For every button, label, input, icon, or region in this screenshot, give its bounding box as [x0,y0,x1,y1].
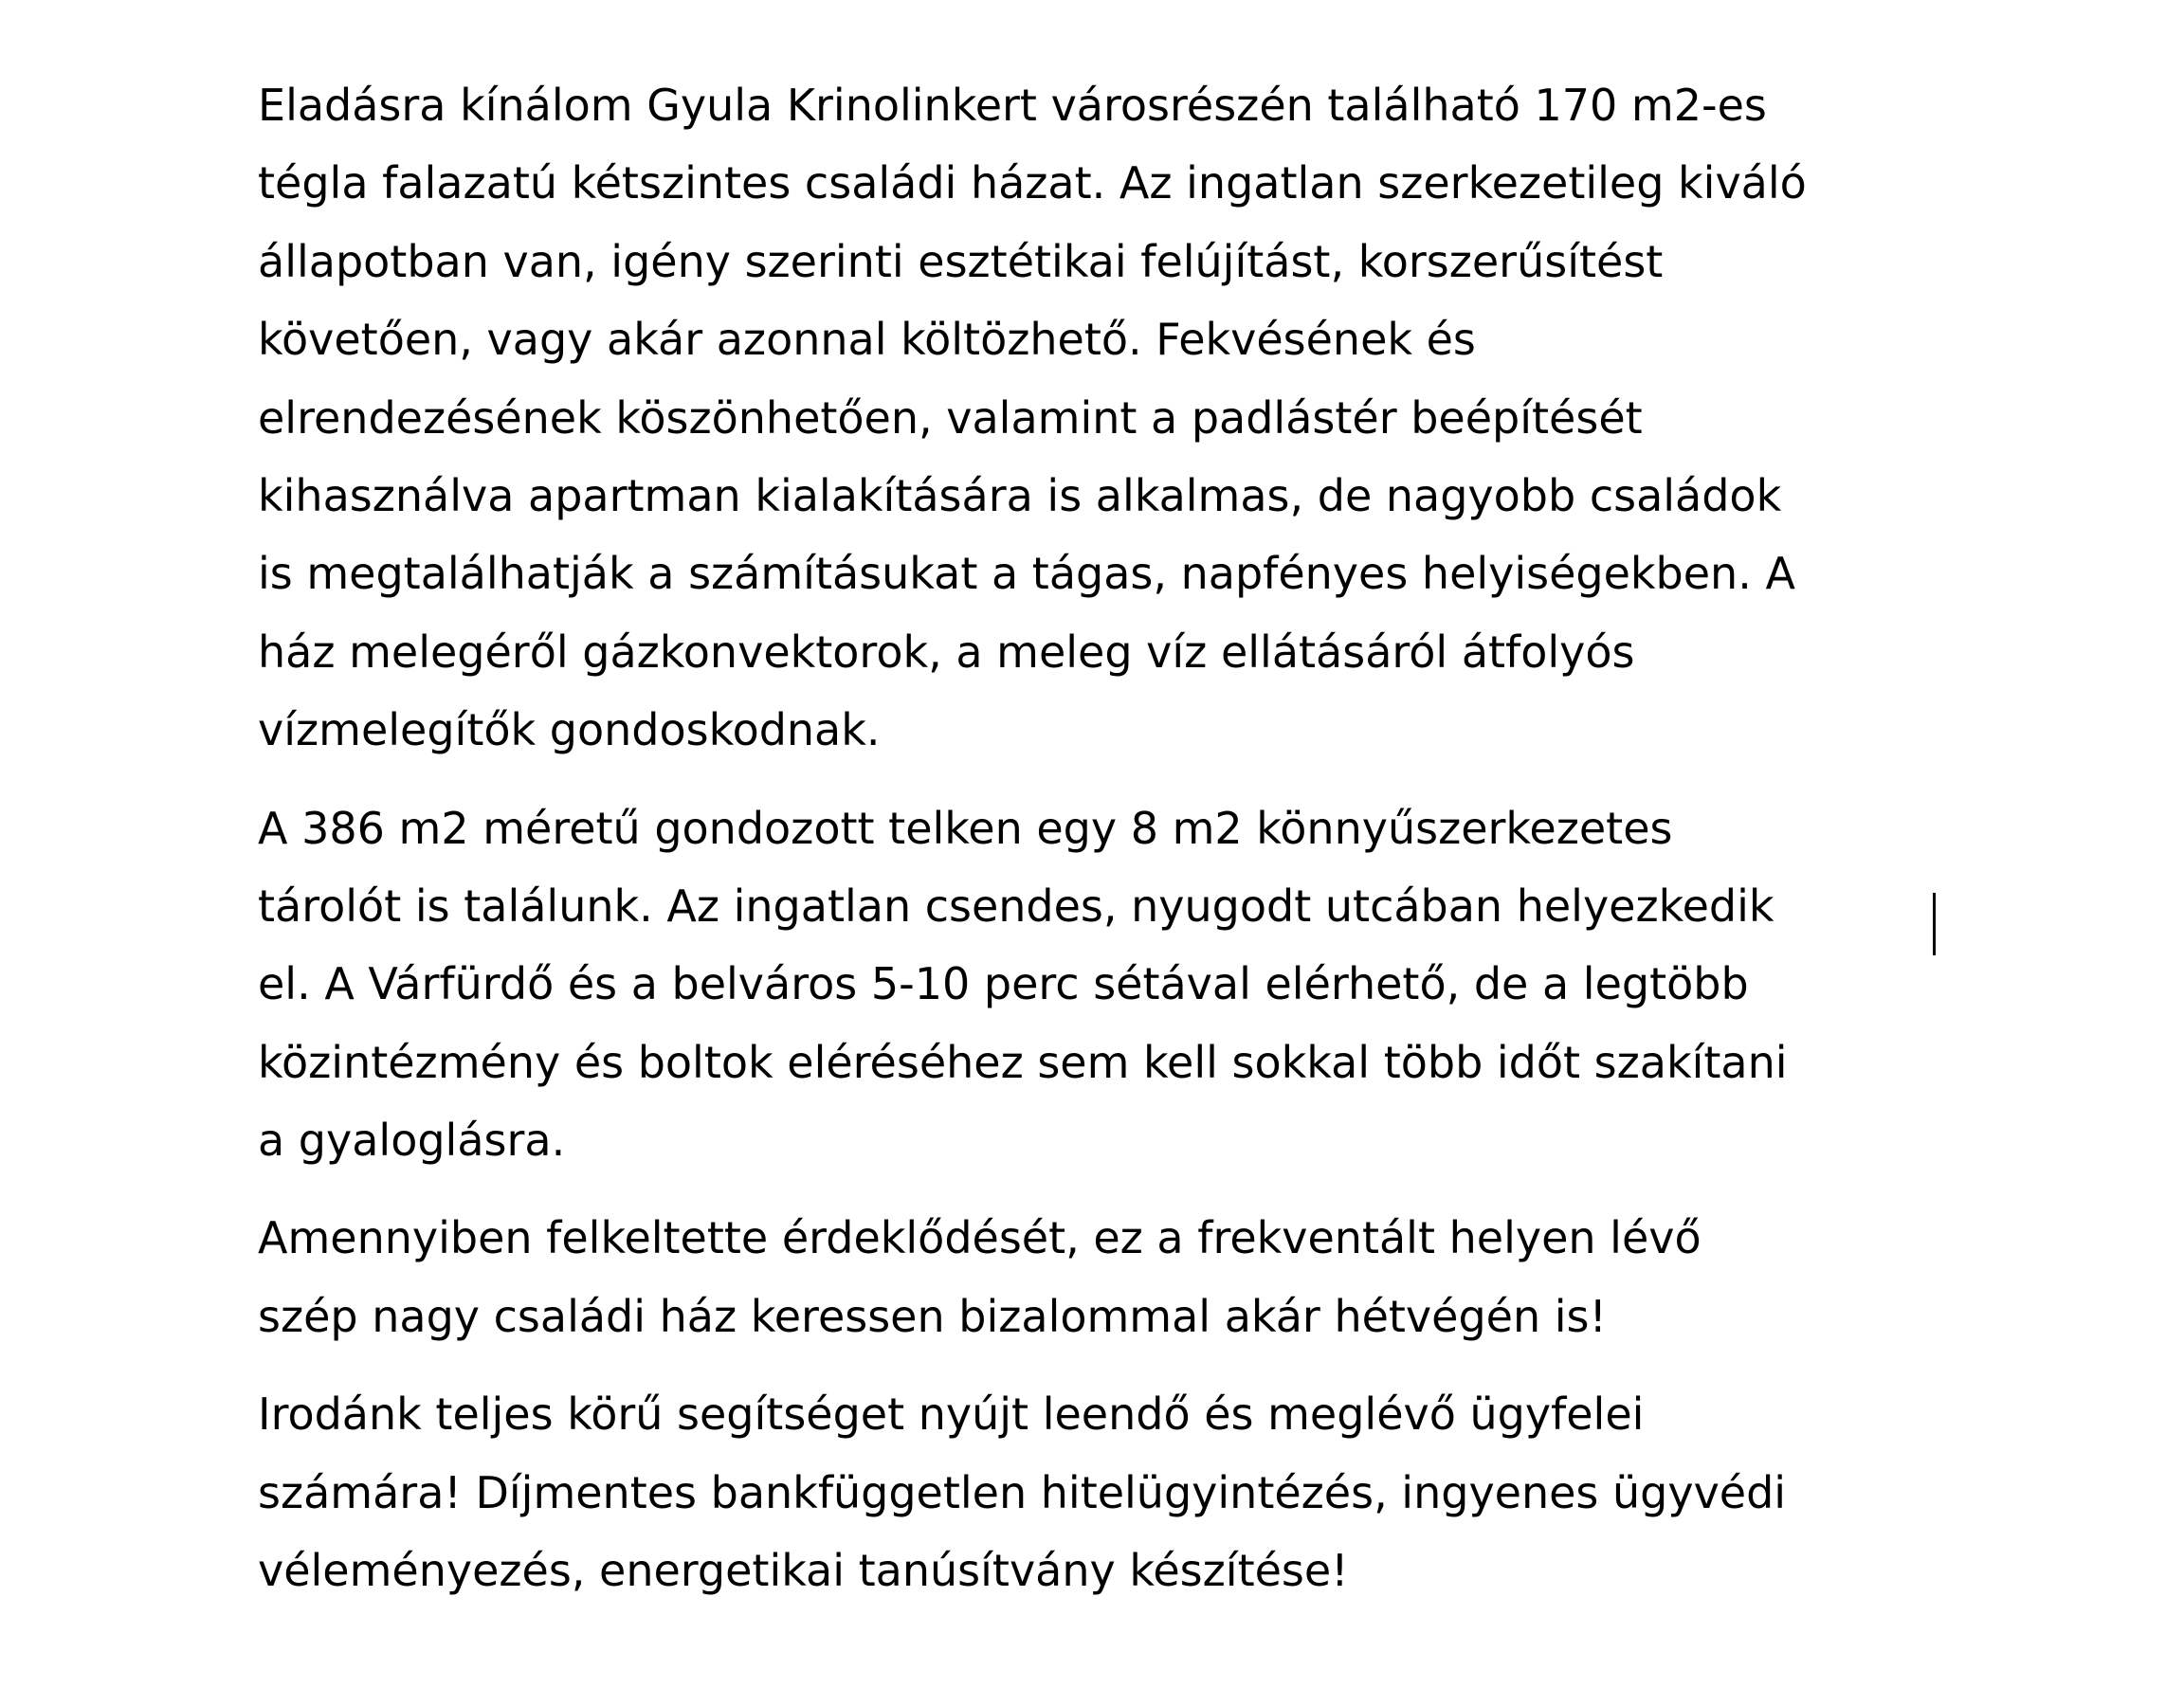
text-line: véleményezés, energetikai tanúsítvány készítése! [258,1545,1349,1597]
text-line: el. A Várfürdő és a belváros 5-10 perc sétával elérhető, de a legtöbb [258,958,1749,1010]
text-line: Irodánk teljes körű segítséget nyújt leendő és meglévő ügyfelei [258,1388,1645,1441]
text-cursor [1933,893,1936,955]
text-line: Amennyiben felkeltette érdeklődését, ez a frekventált helyen lévő [258,1212,1702,1264]
text-line: vízmelegítők gondoskodnak. [258,704,881,756]
text-line: tárolót is találunk. Az ingatlan csendes, nyugodt utcában helyezkedik [258,880,1774,932]
text-line: közintézmény és boltok eléréséhez sem kell sokkal több időt szakítani [258,1036,1788,1088]
text-line: kihasználva apartman kialakítására is alkalmas, de nagyobb családok [258,469,1782,521]
paragraph-agency-services [258,1375,1955,1609]
text-line: is megtalálhatják a számításukat a tágas, napfényes helyiségekben. A [258,548,1795,600]
text-line: a gyaloglásra. [258,1115,566,1167]
text-line: elrendezésének köszönhetően, valamint a padlástér beépítését [258,391,1643,444]
text-line: A 386 m2 méretű gondozott telken egy 8 m2 könnyűszerkezetes [258,802,1673,854]
paragraph-property-description [258,66,1955,770]
text-line: állapotban van, igény szerinti esztétikai felújítást, korszerűsítést [258,235,1664,287]
document-body [258,66,1955,1629]
text-line: tégla falazatú kétszintes családi házat. Az ingatlan szerkezetileg kiváló [258,157,1807,209]
paragraph-plot-location [258,789,1955,1180]
text-line: ház melegéről gázkonvektorok, a meleg víz ellátásáról átfolyós [258,626,1635,678]
text-line: követően, vagy akár azonnal költözhető. Fekvésének és [258,314,1476,366]
text-line: szép nagy családi ház keressen bizalommal akár hétvégén is! [258,1290,1607,1342]
text-line: számára! Díjmentes bankfüggetlen hitelügyintézés, ingyenes ügyvédi [258,1466,1787,1518]
paragraph-call-to-action [258,1199,1955,1355]
text-line: Eladásra kínálom Gyula Krinolinkert városrészén található 170 m2-es [258,80,1767,131]
